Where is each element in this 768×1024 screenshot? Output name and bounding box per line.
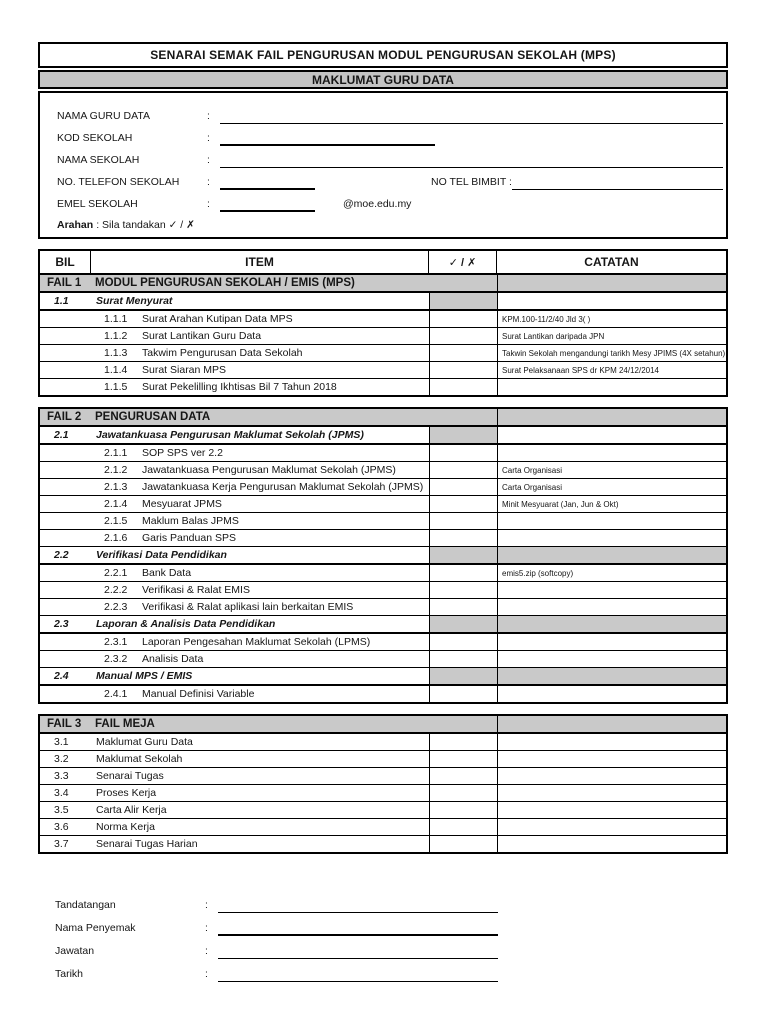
section-table — [38, 249, 728, 397]
item-cell — [40, 634, 429, 650]
field-value-line — [220, 130, 435, 146]
field-colon: : — [207, 154, 210, 166]
checklist-row — [40, 616, 726, 634]
section-title: PENGURUSAN DATA — [95, 411, 211, 423]
item-cell — [40, 802, 429, 818]
check-cell — [429, 479, 497, 495]
checklist-row — [40, 634, 726, 651]
catatan-cell — [497, 582, 726, 598]
item-cell — [40, 362, 429, 378]
row-label: Surat Siaran MPS — [142, 364, 227, 376]
table-header-row — [40, 251, 726, 275]
row-number: 2.3 — [54, 618, 69, 630]
form-field-telefon-sekolah — [40, 168, 726, 190]
item-cell — [40, 582, 429, 598]
field-value-line — [220, 109, 723, 124]
catatan-text: Surat Lantikan daripada JPN — [502, 331, 605, 341]
checklist-row — [40, 345, 726, 362]
document-page — [38, 42, 728, 982]
catatan-cell — [497, 802, 726, 818]
catatan-cell — [497, 734, 726, 750]
row-number: 2.4.1 — [104, 688, 128, 700]
row-number: 2.3.2 — [104, 653, 128, 665]
row-label: Laporan Pengesahan Maklumat Sekolah (LPMS) — [142, 636, 371, 648]
check-cell — [429, 293, 497, 309]
row-label: Maklumat Sekolah — [96, 753, 183, 765]
item-cell — [40, 785, 429, 801]
check-cell — [429, 462, 497, 478]
item-cell — [40, 379, 429, 395]
checklist-row — [40, 379, 726, 395]
row-number: 2.1.4 — [104, 498, 128, 510]
signature-colon: : — [205, 922, 208, 934]
row-number: 1.1 — [54, 295, 69, 307]
checklist-sections — [38, 249, 728, 854]
item-cell — [40, 427, 429, 443]
signature-field-tarikh — [38, 959, 728, 982]
signature-value-line — [218, 967, 498, 982]
checklist-row — [40, 362, 726, 379]
signature-label: Nama Penyemak — [55, 922, 136, 934]
catatan-cell — [497, 751, 726, 767]
catatan-cell — [497, 513, 726, 529]
row-label: Verifikasi & Ralat aplikasi lain berkaitan EMIS — [142, 601, 354, 613]
catatan-cell — [497, 634, 726, 650]
field-colon: : — [207, 176, 210, 188]
checklist-row — [40, 582, 726, 599]
item-cell — [40, 530, 429, 546]
row-label: Verifikasi & Ralat EMIS — [142, 584, 250, 596]
check-cell — [429, 599, 497, 615]
item-cell — [40, 819, 429, 835]
check-cell — [429, 616, 497, 632]
item-cell — [40, 836, 429, 852]
row-number: 3.1 — [54, 736, 69, 748]
column-header-catatan: CATATAN — [496, 251, 726, 273]
checklist-row — [40, 496, 726, 513]
check-cell — [429, 768, 497, 784]
item-cell — [40, 479, 429, 495]
row-label: Garis Panduan SPS — [142, 532, 236, 544]
catatan-text: Carta Organisasi — [502, 482, 563, 492]
catatan-cell — [497, 409, 726, 425]
row-label: Norma Kerja — [96, 821, 155, 833]
checklist-row — [40, 513, 726, 530]
row-number: 3.7 — [54, 838, 69, 850]
row-label: Surat Menyurat — [96, 295, 173, 307]
instruction-label: Arahan — [57, 219, 94, 231]
row-label: SOP SPS ver 2.2 — [142, 447, 223, 459]
field-value-line — [220, 196, 315, 212]
checklist-row — [40, 651, 726, 668]
row-label: Analisis Data — [142, 653, 204, 665]
check-cell — [429, 345, 497, 361]
field-label: EMEL SEKOLAH — [57, 198, 138, 210]
document-title: SENARAI SEMAK FAIL PENGURUSAN MODUL PENGURUSAN SEKOLAH (MPS) — [38, 42, 728, 68]
check-cell — [429, 362, 497, 378]
catatan-cell — [497, 462, 726, 478]
item-cell — [40, 768, 429, 784]
row-label: Manual Definisi Variable — [142, 688, 255, 700]
check-cell — [429, 513, 497, 529]
row-label: Proses Kerja — [96, 787, 157, 799]
section-fail-label: FAIL 2 — [47, 411, 82, 423]
form-field-nama-sekolah — [40, 146, 726, 168]
section-header-cell — [40, 275, 497, 291]
item-cell — [40, 599, 429, 615]
row-number: 2.1.5 — [104, 515, 128, 527]
check-cell — [429, 565, 497, 581]
instruction-text: : Sila tandakan ✓ / ✗ — [96, 219, 195, 231]
catatan-cell — [497, 565, 726, 581]
signature-label: Jawatan — [55, 945, 95, 957]
check-cell — [429, 734, 497, 750]
item-cell — [40, 513, 429, 529]
check-cell — [429, 819, 497, 835]
check-cell — [429, 547, 497, 563]
item-cell — [40, 686, 429, 702]
row-label: Bank Data — [142, 567, 192, 579]
row-label: Manual MPS / EMIS — [96, 670, 193, 682]
catatan-cell — [497, 530, 726, 546]
row-label: Surat Pekelilling Ikhtisas Bil 7 Tahun 2018 — [142, 381, 337, 393]
row-number: 2.2.1 — [104, 567, 128, 579]
row-number: 3.3 — [54, 770, 69, 782]
check-cell — [429, 582, 497, 598]
row-label: Senarai Tugas Harian — [96, 838, 198, 850]
signature-label: Tandatangan — [55, 899, 116, 911]
checklist-row — [40, 785, 726, 802]
row-number: 2.1 — [54, 429, 69, 441]
signature-value-line — [218, 920, 498, 936]
row-number: 1.1.2 — [104, 330, 128, 342]
section-fail-label: FAIL 1 — [47, 277, 82, 289]
checklist-row — [40, 547, 726, 565]
checklist-row — [40, 293, 726, 311]
checklist-row — [40, 836, 726, 852]
column-header-item: ITEM — [245, 255, 274, 269]
field-colon: : — [207, 110, 210, 122]
catatan-cell — [497, 496, 726, 512]
catatan-cell — [497, 819, 726, 835]
item-cell — [40, 345, 429, 361]
catatan-cell — [497, 616, 726, 632]
signature-colon: : — [205, 945, 208, 957]
checklist-row — [40, 734, 726, 751]
row-label: Surat Arahan Kutipan Data MPS — [142, 313, 293, 325]
catatan-cell — [497, 716, 726, 732]
tel-bimbit-label: NO TEL BIMBIT : — [431, 176, 512, 188]
checklist-row — [40, 668, 726, 686]
item-cell — [40, 547, 429, 563]
catatan-cell — [497, 686, 726, 702]
check-cell — [429, 427, 497, 443]
catatan-cell — [497, 547, 726, 563]
catatan-text: emis5.zip (softcopy) — [502, 568, 574, 578]
section-table — [38, 714, 728, 854]
section-title: MODUL PENGURUSAN SEKOLAH / EMIS (MPS) — [95, 277, 355, 289]
row-label: Jawatankuasa Pengurusan Maklumat Sekolah (JPMS) — [142, 464, 396, 476]
row-label: Laporan & Analisis Data Pendidikan — [96, 618, 276, 630]
catatan-cell — [497, 668, 726, 684]
email-domain-suffix: @moe.edu.my — [343, 198, 412, 210]
check-cell — [429, 651, 497, 667]
catatan-cell — [497, 599, 726, 615]
row-number: 2.4 — [54, 670, 69, 682]
field-value-line — [220, 174, 315, 190]
checklist-row — [40, 462, 726, 479]
item-cell — [40, 751, 429, 767]
checklist-row — [40, 768, 726, 785]
item-cell — [40, 462, 429, 478]
row-label: Senarai Tugas — [96, 770, 164, 782]
signature-value-line — [218, 898, 498, 913]
row-number: 3.2 — [54, 753, 69, 765]
section-header-cell — [40, 716, 497, 732]
catatan-text: Carta Organisasi — [502, 465, 563, 475]
checklist-row — [40, 686, 726, 702]
field-label: KOD SEKOLAH — [57, 132, 133, 144]
checklist-row — [40, 479, 726, 496]
catatan-cell — [497, 362, 726, 378]
row-label: Jawatankuasa Kerja Pengurusan Maklumat Sekolah (JPMS) — [142, 481, 424, 493]
row-number: 3.4 — [54, 787, 69, 799]
section-header-row — [40, 409, 726, 427]
row-number: 1.1.4 — [104, 364, 128, 376]
check-cell — [429, 751, 497, 767]
tel-bimbit-value-line — [512, 175, 723, 190]
document-subtitle-bar: MAKLUMAT GURU DATA — [38, 70, 728, 89]
checklist-row — [40, 427, 726, 445]
signature-colon: : — [205, 899, 208, 911]
catatan-cell — [497, 293, 726, 309]
row-label: Maklum Balas JPMS — [142, 515, 239, 527]
checklist-row — [40, 819, 726, 836]
row-number: 1.1.1 — [104, 313, 128, 325]
catatan-cell — [497, 479, 726, 495]
catatan-cell — [497, 768, 726, 784]
row-label: Surat Lantikan Guru Data — [142, 330, 262, 342]
row-number: 2.3.1 — [104, 636, 128, 648]
row-number: 1.1.5 — [104, 381, 128, 393]
section-fail-label: FAIL 3 — [47, 718, 82, 730]
catatan-cell — [497, 311, 726, 327]
item-cell — [40, 496, 429, 512]
field-label: NAMA SEKOLAH — [57, 154, 140, 166]
row-number: 2.2 — [54, 549, 69, 561]
row-label: Maklumat Guru Data — [96, 736, 193, 748]
signature-block — [38, 890, 728, 982]
checklist-row — [40, 311, 726, 328]
signature-value-line — [218, 944, 498, 959]
check-cell — [429, 634, 497, 650]
check-cell — [429, 328, 497, 344]
row-label: Carta Alir Kerja — [96, 804, 167, 816]
check-cell — [429, 530, 497, 546]
check-cell — [429, 686, 497, 702]
row-label: Takwim Pengurusan Data Sekolah — [142, 347, 303, 359]
catatan-cell — [497, 275, 726, 291]
instruction-line — [57, 219, 726, 231]
field-label: NAMA GURU DATA — [57, 110, 150, 122]
field-value-line — [220, 153, 723, 168]
catatan-text: KPM.100-11/2/40 Jld 3( ) — [502, 314, 591, 324]
item-cell — [40, 328, 429, 344]
checklist-row — [40, 802, 726, 819]
item-cell — [40, 293, 429, 309]
signature-field-tandatangan — [38, 890, 728, 913]
row-number: 2.1.2 — [104, 464, 128, 476]
row-number: 2.1.6 — [104, 532, 128, 544]
catatan-cell — [497, 328, 726, 344]
form-field-nama-guru-data — [40, 102, 726, 124]
signature-colon: : — [205, 968, 208, 980]
checklist-row — [40, 328, 726, 345]
field-label: NO. TELEFON SEKOLAH — [57, 176, 180, 188]
row-number: 2.2.2 — [104, 584, 128, 596]
check-cell — [429, 379, 497, 395]
item-cell — [40, 565, 429, 581]
catatan-cell — [497, 785, 726, 801]
signature-field-nama-penyemak — [38, 913, 728, 936]
item-cell — [40, 311, 429, 327]
form-field-kod-sekolah — [40, 124, 726, 146]
row-number: 2.1.1 — [104, 447, 128, 459]
item-cell — [40, 668, 429, 684]
section-header-row — [40, 716, 726, 734]
check-cell — [429, 836, 497, 852]
column-header-bil: BIL — [40, 251, 91, 273]
check-cell — [429, 311, 497, 327]
catatan-cell — [497, 379, 726, 395]
row-number: 1.1.3 — [104, 347, 128, 359]
row-label: Mesyuarat JPMS — [142, 498, 222, 510]
item-cell — [40, 734, 429, 750]
catatan-text: Takwin Sekolah mengandungi tarikh Mesy JPIMS (4X setahun) — [502, 348, 726, 358]
catatan-text: Minit Mesyuarat (Jan, Jun & Okt) — [502, 499, 619, 509]
signature-field-jawatan — [38, 936, 728, 959]
catatan-cell — [497, 427, 726, 443]
section-table — [38, 407, 728, 704]
catatan-cell — [497, 651, 726, 667]
row-number: 3.6 — [54, 821, 69, 833]
column-header-check: ✓ / ✗ — [428, 251, 496, 273]
checklist-row — [40, 530, 726, 547]
row-label: Verifikasi Data Pendidikan — [96, 549, 227, 561]
row-number: 2.2.3 — [104, 601, 128, 613]
checklist-row — [40, 565, 726, 582]
guru-data-info-box — [38, 91, 728, 239]
item-cell — [40, 651, 429, 667]
section-title: FAIL MEJA — [95, 718, 155, 730]
check-cell — [429, 445, 497, 461]
field-colon: : — [207, 132, 210, 144]
checklist-row — [40, 599, 726, 616]
catatan-cell — [497, 345, 726, 361]
check-cell — [429, 668, 497, 684]
catatan-cell — [497, 836, 726, 852]
check-cell — [429, 785, 497, 801]
item-cell — [40, 445, 429, 461]
section-header-cell — [40, 409, 497, 425]
form-field-emel-sekolah — [40, 190, 726, 212]
row-number: 2.1.3 — [104, 481, 128, 493]
row-label: Jawatankuasa Pengurusan Maklumat Sekolah (JPMS) — [96, 429, 364, 441]
check-cell — [429, 802, 497, 818]
item-cell — [40, 616, 429, 632]
catatan-text: Surat Pelaksanaan SPS dr KPM 24/12/2014 — [502, 365, 659, 375]
section-header-row — [40, 275, 726, 293]
field-colon: : — [207, 198, 210, 210]
check-cell — [429, 496, 497, 512]
checklist-row — [40, 751, 726, 768]
checklist-row — [40, 445, 726, 462]
catatan-cell — [497, 445, 726, 461]
row-number: 3.5 — [54, 804, 69, 816]
signature-label: Tarikh — [55, 968, 84, 980]
